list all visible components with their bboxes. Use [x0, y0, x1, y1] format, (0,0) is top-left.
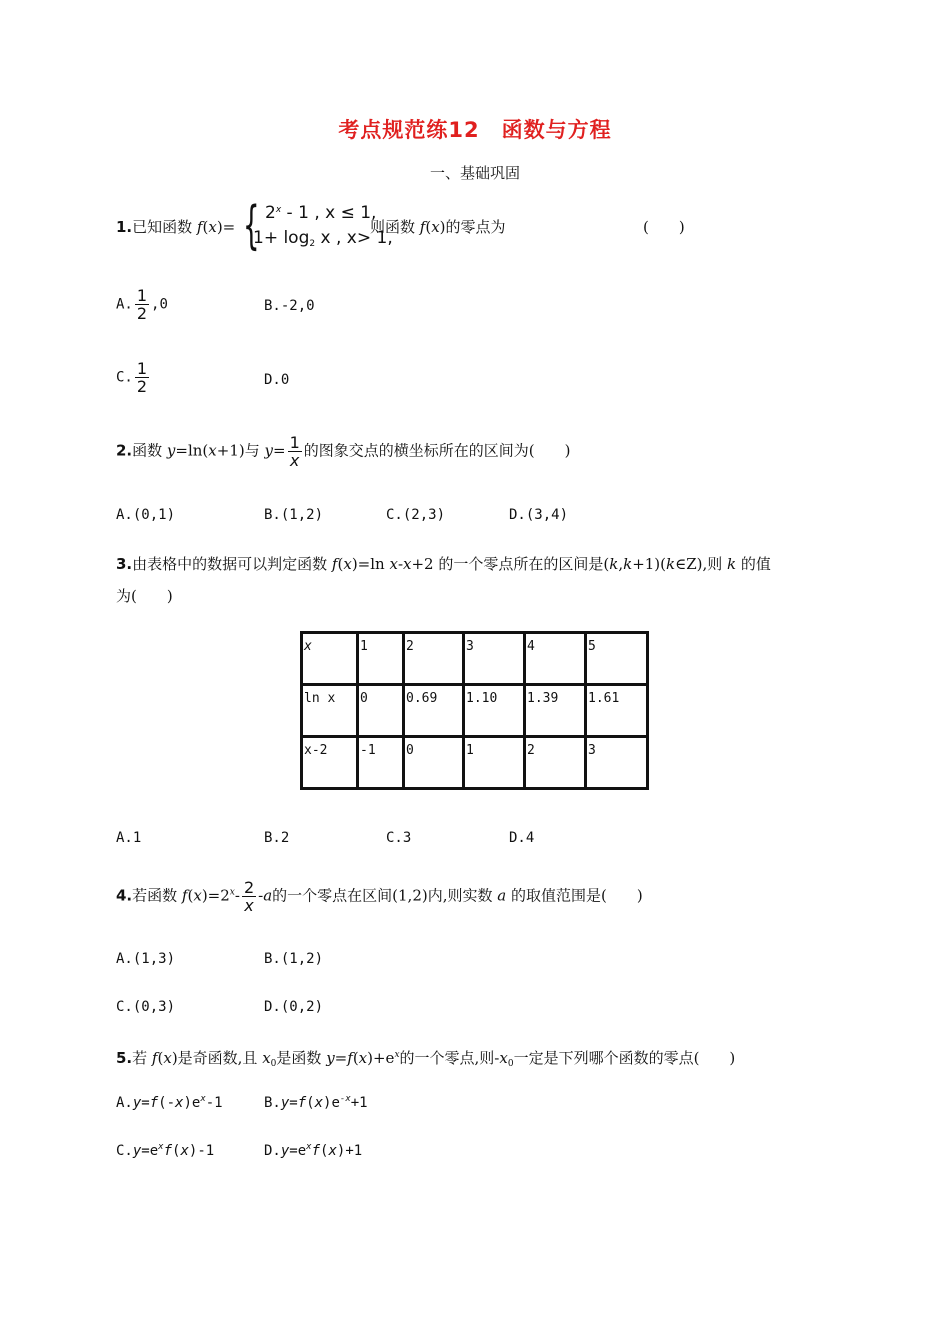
question-number: 1. [116, 218, 133, 236]
question-5-text: 5.若 f(x)是奇函数,且 $x_0$是函数 $y=f(x)+e^x$的一个零点,则$-x_0$一定是下列哪个函数的零点( ) [116, 1049, 736, 1069]
option-2c: C.(2,3) [386, 507, 446, 523]
option-2b: B.(1,2) [264, 507, 324, 523]
option-5c: $C.y=e^xf(x)-1$ [116, 1142, 215, 1159]
piecewise-function [243, 196, 393, 256]
option-4b: B.(1,2) [264, 951, 324, 967]
option-5a: $A.y=f(-x)e^x-1$ [116, 1094, 223, 1111]
option-3a: A.1 [116, 830, 142, 846]
option-5d: $D.y=e^xf(x)+1$ [264, 1142, 363, 1159]
option-3b: B.2 [264, 830, 290, 846]
option-4a: A.(1,3) [116, 951, 176, 967]
option-4c: C.(0,3) [116, 999, 176, 1015]
question-4-text: 4.若函数 $f(x)=2^x-$ $\frac{2}{x}$ -a的一个零点在区间(1,2)内,则实数 a 的取值范围是( ) [116, 878, 643, 915]
question-1-text: 1.已知函数 f(x)= [116, 218, 236, 236]
option-2d: D.(3,4) [509, 507, 569, 523]
question-3-line2: 为( ) [116, 587, 173, 605]
table-row: x-2 -1 0 1 2 3 [302, 737, 648, 789]
table-row: ln x 0 0.69 1.10 1.39 1.61 [302, 685, 648, 737]
question-3-text: 3.由表格中的数据可以判定函数 f(x)=ln x-x+2 的一个零点所在的区间是(k,k+1)(k∈Z),则 k 的值 [116, 555, 771, 573]
piecewise-case-2: $1+ \log_2 x$ , x> 1, [253, 228, 393, 249]
question-1-tail: 则函数 f(x)的零点为 [370, 218, 506, 236]
option-2a: A.(0,1) [116, 507, 176, 523]
piecewise-case-1: 2$^x$ - 1 , x ≤ 1, [265, 203, 377, 223]
option-1b: B.-2,0 [264, 298, 315, 314]
option-3d: D.4 [509, 830, 535, 846]
option-1a: A. $\frac{1}{2}$ ,0 [116, 286, 168, 323]
question-2-text: 2.函数 y=ln(x+1)与 y= $\frac{1}{x}$ 的图象交点的横坐标所在的区间为( ) [116, 433, 571, 470]
option-5b: $B.y=f(x)e^{-x}+1$ [264, 1094, 368, 1111]
page-title: 考点规范练12 函数与方程 [338, 118, 612, 142]
option-1c: C. $\frac{1}{2}$ [116, 359, 148, 396]
answer-paren: ( ) [643, 218, 685, 236]
option-4d: D.(0,2) [264, 999, 324, 1015]
option-3c: C.3 [386, 830, 412, 846]
data-table [300, 631, 649, 790]
section-title: 一、基础巩固 [429, 164, 520, 182]
table-row: x 1 2 3 4 5 [302, 633, 648, 685]
brace-glyph: { [243, 196, 260, 256]
option-1d: D.0 [264, 372, 290, 388]
